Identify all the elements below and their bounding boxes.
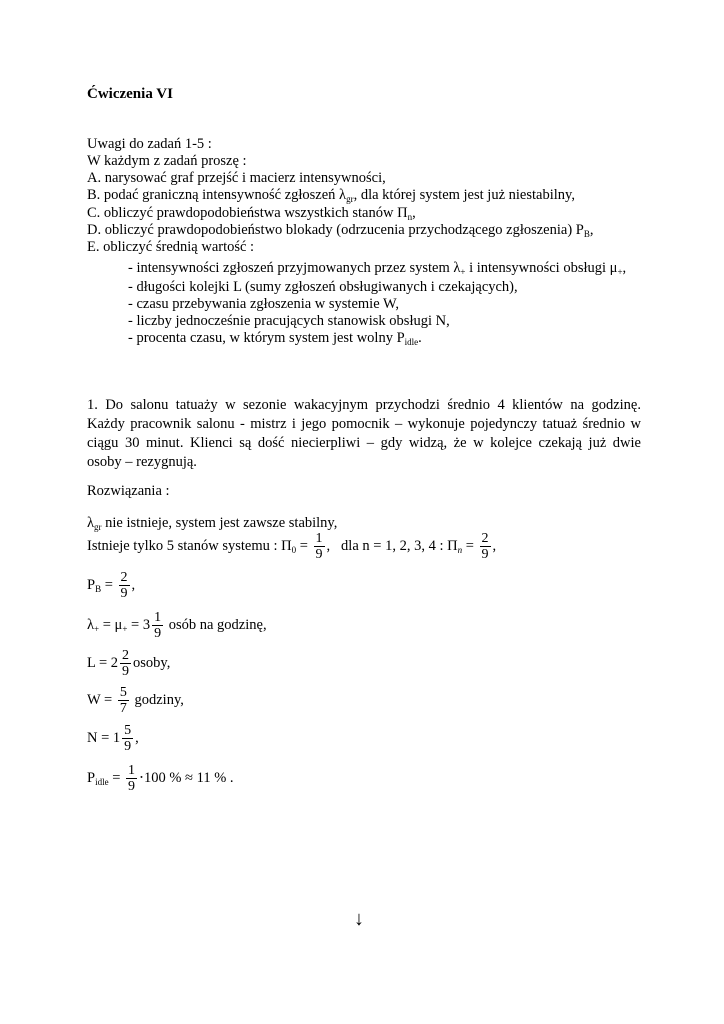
notes-heading: Uwagi do zadań 1-5 : [87,136,212,152]
notes-sub-4: - liczby jednocześnie pracujących stanowisk obsługi N, [128,313,450,329]
fraction-n: $\frac{5}{9}$ [124,723,132,754]
notes-sub-5: - procenta czasu, w którym system jest wolny $P_{idle}$. [128,330,422,347]
solution-lambda-gr: $\lambda_{gr}$ nie istnieje, system jest zawsze stabilny, [87,515,338,532]
solution-l: L = 2 $\frac{2}{9}$ osoby, [87,648,171,679]
notes-item-e: E. obliczyć średnią wartość : [87,239,255,255]
notes-line-1: W każdym z zadań proszę : [87,153,247,169]
solution-lambda-mu: $\lambda_+ = \mu_+ = 3$ $\frac{1}{9}$ osób na godzinę, [87,610,267,641]
notes-sub-2: - długości kolejki L (sumy zgłoszeń obsługiwanych i czekających), [128,279,518,295]
solution-p-idle: $P_{idle}$ = $\frac{1}{9}$ ⋅100 % ≈ 11 % . [87,763,234,794]
notes-item-b: B. podać graniczną intensywność zgłoszeń $\lambda_{gr}$, dla której system jest już niestabilny, [87,187,575,204]
page-title: Ćwiczenia VI [87,86,173,102]
problem-1-text: 1. Do salonu tatuaży w sezonie wakacyjnym przychodzi średnio 4 klientów na godzinę. Każdy pracownik salonu - mistrz i jego pomocnik – wykonuje pojedynczy tatuaż średnio w ciągu 30 minut. Klienci są dość niecierpliwi – gdy widzą, że w kolejce czekają już dwie osoby – rezygnują. [87,397,641,470]
fraction-pb: $\frac{2}{9}$ [120,570,128,601]
solutions-heading: Rozwiązania : [87,483,170,499]
solution-states: Istnieje tylko 5 stanów systemu : $\Pi_0$ = $\frac{1}{9}$ , dla n = 1, 2, 3, 4 : $\Pi_n$ = $\frac{2}{9}$ , [87,531,497,562]
fraction-w: $\frac{5}{7}$ [119,685,127,716]
notes-item-d: D. obliczyć prawdopodobieństwo blokady (odrzucenia przychodzącego zgłoszenia) $P_B$, [87,222,594,239]
fraction-p-idle: $\frac{1}{9}$ [128,763,136,794]
fraction-pi0: $\frac{1}{9}$ [315,531,323,562]
notes-item-a: A. narysować graf przejść i macierz intensywności, [87,170,386,186]
notes-sub-1: - intensywności zgłoszeń przyjmowanych przez system $\lambda_+$ i intensywności obsługi $\mu_+$, [128,260,627,277]
solution-pb: $P_B$ = $\frac{2}{9}$ , [87,570,136,601]
solution-w: W = $\frac{5}{7}$ godziny, [87,685,184,716]
fraction-l: $\frac{2}{9}$ [122,648,129,679]
notes-sub-3: - czasu przebywania zgłoszenia w systemie W, [128,296,399,312]
continue-arrow-icon: ↓ [354,908,364,930]
solution-n: N = 1 $\frac{5}{9}$ , [87,723,139,754]
fraction-lambda: $\frac{1}{9}$ [154,610,162,641]
fraction-pin: $\frac{2}{9}$ [481,531,489,562]
notes-item-c: C. obliczyć prawdopodobieństwa wszystkich stanów $\Pi_n$, [87,205,416,222]
